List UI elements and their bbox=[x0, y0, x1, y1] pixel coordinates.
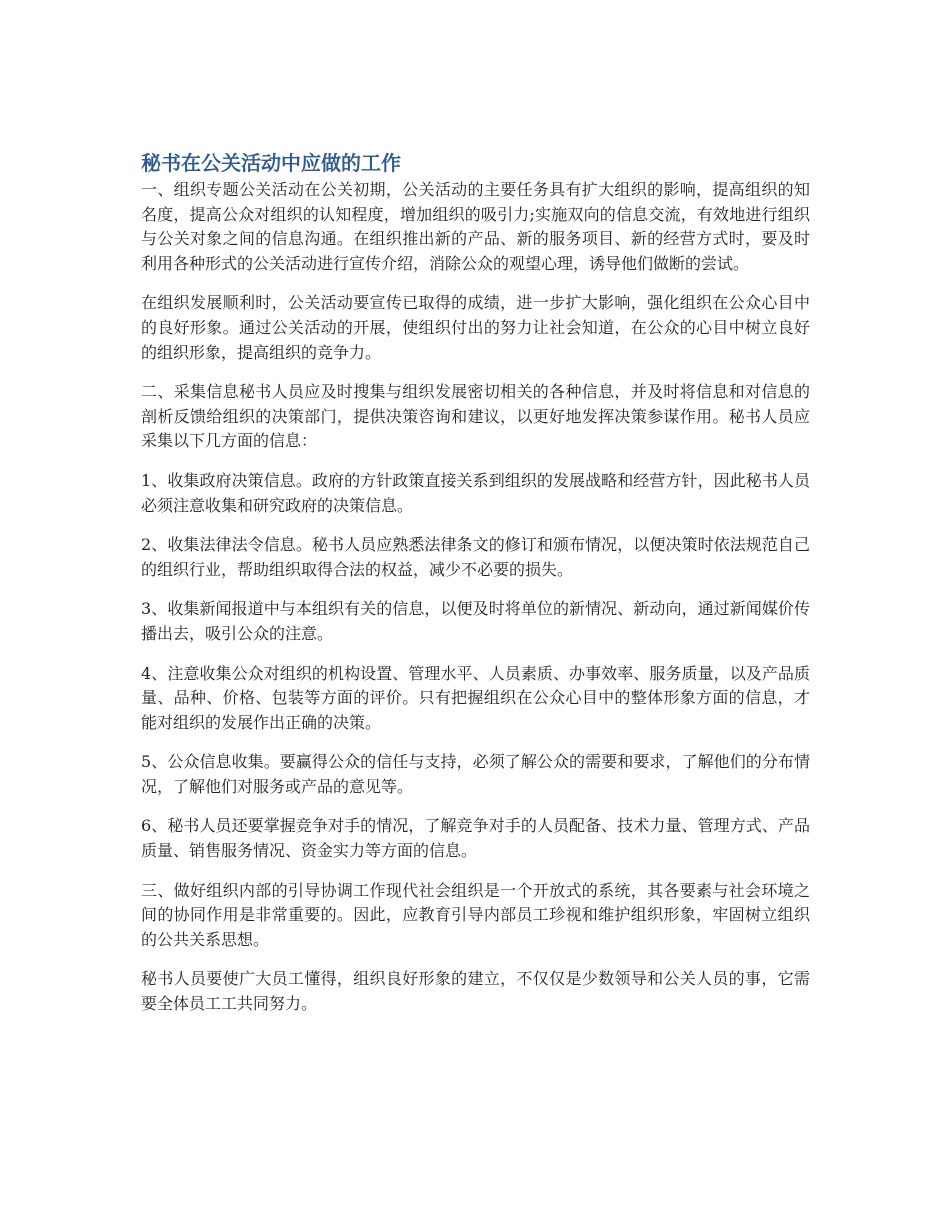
document-title: 秘书在公关活动中应做的工作 bbox=[141, 151, 401, 175]
document-page bbox=[141, 148, 810, 1032]
paragraph-4: 1、收集政府决策信息。政府的方针政策直接关系到组织的发展战略和经营方针，因此秘书人员必须注意收集和研究政府的决策信息。 bbox=[141, 470, 810, 515]
paragraph-7: 4、注意收集公众对组织的机构设置、管理水平、人员素质、办事效率、服务质量，以及产品质量、品种、价格、包装等方面的评价。只有把握组织在公众心目中的整体形象方面的信息，才能对组织的发展作出正确的决策。 bbox=[141, 663, 810, 732]
paragraph-10: 三、做好组织内部的引导协调工作现代社会组织是一个开放式的系统，其各要素与社会环境之间的协同作用是非常重要的。因此，应教育引导内部员工珍视和维护组织形象，牢固树立组织的公共关系思想。 bbox=[141, 880, 810, 949]
paragraph-1: 一、组织专题公关活动在公关初期，公关活动的主要任务具有扩大组织的影响，提高组织的知名度，提高公众对组织的认知程度，增加组织的吸引力;实施双向的信息交流，有效地进行组织与公关对象之间的信息沟通。在组织推出新的产品、新的服务项目、新的经营方式时，要及时利用各种形式的公关活动进行宣传介绍，消除公众的观望心理，诱导他们做断的尝试。 bbox=[141, 180, 810, 273]
paragraph-2: 在组织发展顺利时，公关活动要宣传已取得的成绩，进一步扩大影响，强化组织在公众心目中的良好形象。通过公关活动的开展，使组织付出的努力让社会知道，在公众的心目中树立良好的组织形象，提高组织的竞争力。 bbox=[141, 293, 810, 362]
paragraph-3: 二、采集信息秘书人员应及时搜集与组织发展密切相关的各种信息，并及时将信息和对信息的剖析反馈给组织的决策部门，提供决策咨询和建议，以更好地发挥决策参谋作用。秘书人员应采集以下几方面的信息： bbox=[141, 382, 810, 451]
paragraph-11: 秘书人员要使广大员工懂得，组织良好形象的建立，不仅仅是少数领导和公关人员的事，它需要全体员工工共同努力。 bbox=[141, 969, 810, 1014]
paragraph-5: 2、收集法律法令信息。秘书人员应熟悉法律条文的修订和颁布情况，以便决策时依法规范自己的组织行业，帮助组织取得合法的权益，减少不必要的损失。 bbox=[141, 535, 810, 579]
paragraph-8: 5、公众信息收集。要赢得公众的信任与支持，必须了解公众的需要和要求，了解他们的分布情况，了解他们对服务或产品的意见等。 bbox=[141, 752, 810, 796]
paragraph-6: 3、收集新闻报道中与本组织有关的信息，以便及时将单位的新情况、新动向，通过新闻媒价传播出去，吸引公众的注意。 bbox=[141, 599, 810, 643]
paragraph-9: 6、秘书人员还要掌握竞争对手的情况，了解竞争对手的人员配备、技术力量、管理方式、产品质量、销售服务情况、资金实力等方面的信息。 bbox=[141, 816, 810, 861]
